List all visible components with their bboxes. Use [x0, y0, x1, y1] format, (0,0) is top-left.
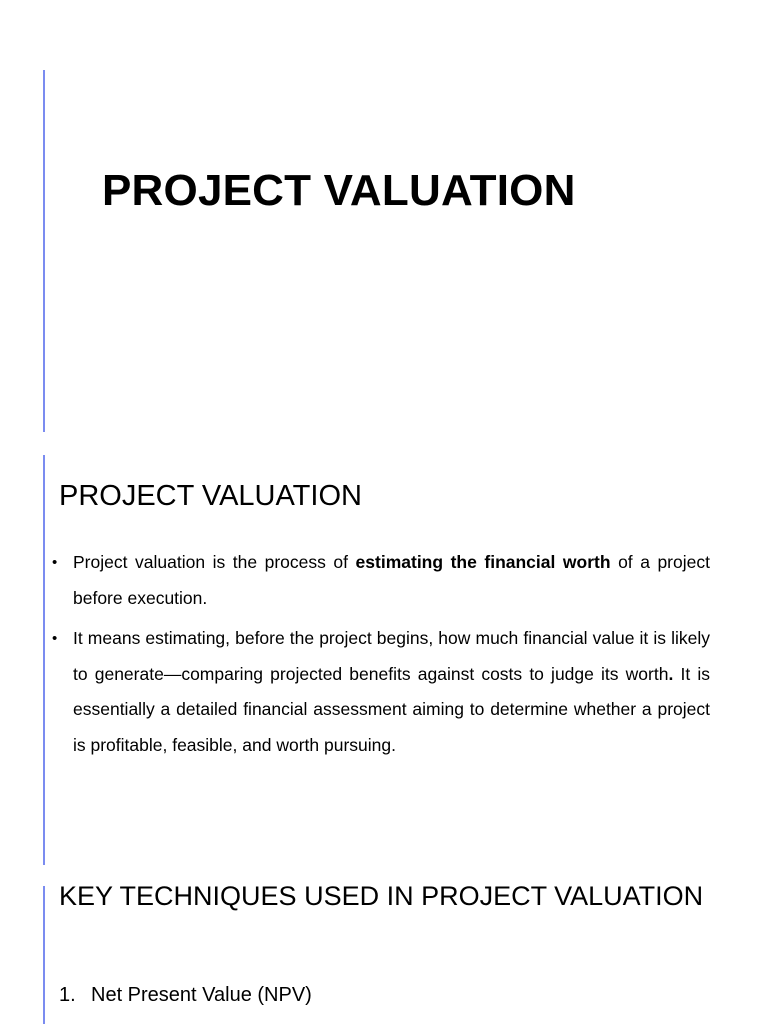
slide-1-left-rule — [43, 70, 45, 432]
slide-1-title: PROJECT VALUATION — [102, 166, 576, 215]
bullet-item-1 — [52, 545, 710, 616]
bullet-icon: • — [52, 630, 58, 647]
bullet-2-bold-text: . — [668, 663, 674, 684]
list-number: 1. — [59, 984, 76, 1006]
slide-3-left-rule — [43, 886, 45, 1024]
slide-2-heading: PROJECT VALUATION — [59, 480, 362, 512]
slide-2-bullet-list — [52, 545, 710, 768]
bullet-1-bold-text: estimating the financial worth — [355, 552, 611, 572]
list-item-label: Net Present Value (NPV) — [91, 984, 312, 1006]
bullet-1-text: Project valuation is the process of — [73, 552, 356, 572]
bullet-2-text: It means estimating, before the project begins, how much financial value it is likely to generate—comparing projected benefits against costs to judge its worth — [73, 628, 710, 684]
bullet-1-text-end: of a project before execution. — [73, 552, 710, 608]
numbered-list-item — [59, 984, 312, 1007]
bullet-item-2 — [52, 621, 710, 763]
bullet-icon: • — [52, 554, 58, 571]
slide-3-heading: KEY TECHNIQUES USED IN PROJECT VALUATION — [59, 881, 704, 911]
bullet-2-text-end: It is essentially a detailed financial assessment aiming to determine whether a project is profitable, feasible, and worth pursuing. — [73, 663, 710, 755]
slide-2-left-rule — [43, 455, 45, 865]
